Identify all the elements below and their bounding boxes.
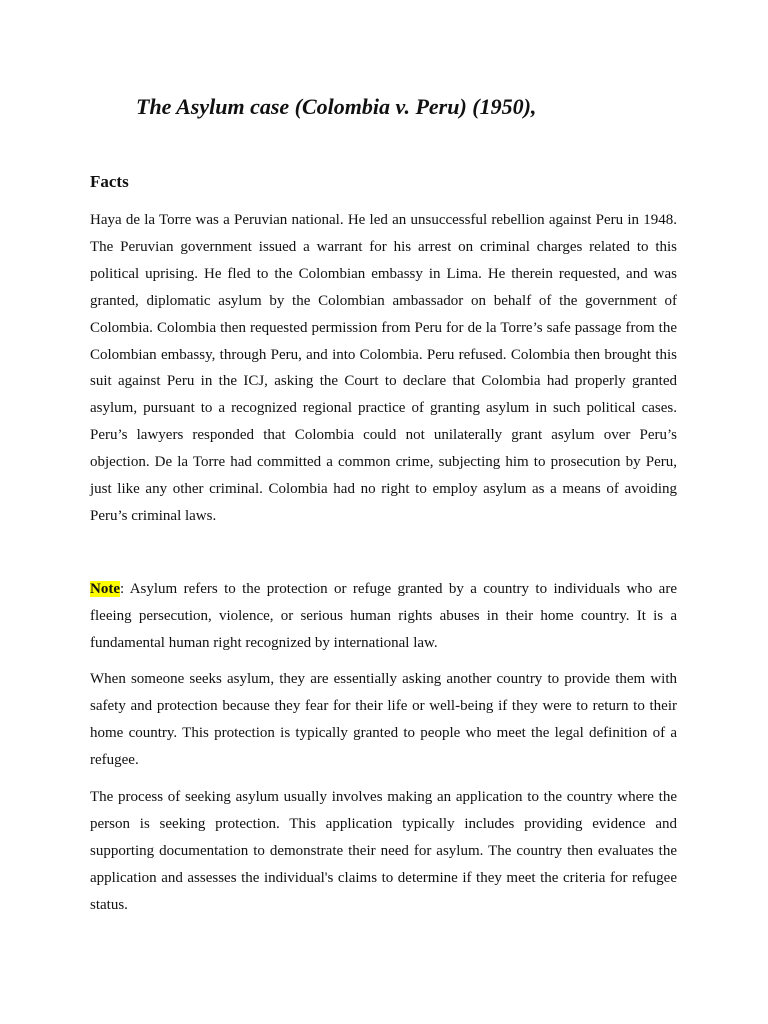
facts-heading: Facts bbox=[90, 172, 129, 191]
note-text: : Asylum refers to the protection or refuge granted by a country to individuals who are fleeing persecution, violence, or serious human rights abuses in their home country. It is a fundamental human right recognized by international law. bbox=[90, 581, 677, 651]
note-paragraph bbox=[90, 576, 677, 657]
document-title: The Asylum case (Colombia v. Peru) (1950), bbox=[136, 94, 537, 119]
asylum-process-paragraph: The process of seeking asylum usually involves making an application to the country where the person is seeking protection. This application typically includes providing evidence and supporting documentation to demonstrate their need for asylum. The country then evaluates the application and assesses the individual's claims to determine if they meet the criteria for refugee status. bbox=[90, 789, 677, 913]
seeking-asylum-paragraph: When someone seeks asylum, they are essentially asking another country to provide them with safety and protection because they fear for their life or well-being if they were to return to their home country. This protection is typically granted to people who meet the legal definition of a refugee. bbox=[90, 671, 677, 768]
facts-paragraph: Haya de la Torre was a Peruvian national. He led an unsuccessful rebellion against Peru in 1948. The Peruvian government issued a warrant for his arrest on criminal charges related to this political uprising. He fled to the Colombian embassy in Lima. He therein requested, and was granted, diplomatic asylum by the Colombian ambassador on behalf of the government of Colombia. Colombia then requested permission from Peru for de la Torre’s safe passage from the Colombian embassy, through Peru, and into Colombia. Peru refused. Colombia then brought this suit against Peru in the ICJ, asking the Court to declare that Colombia had properly granted asylum, pursuant to a recognized regional practice of granting asylum in such political cases. Peru’s lawyers responded that Colombia could not unilaterally grant asylum over Peru’s objection. De la Torre had committed a common crime, subjecting him to prosecution by Peru, just like any other criminal. Colombia had no right to employ asylum as a means of avoiding Peru’s criminal laws. bbox=[90, 212, 677, 524]
note-label: Note bbox=[90, 581, 120, 597]
